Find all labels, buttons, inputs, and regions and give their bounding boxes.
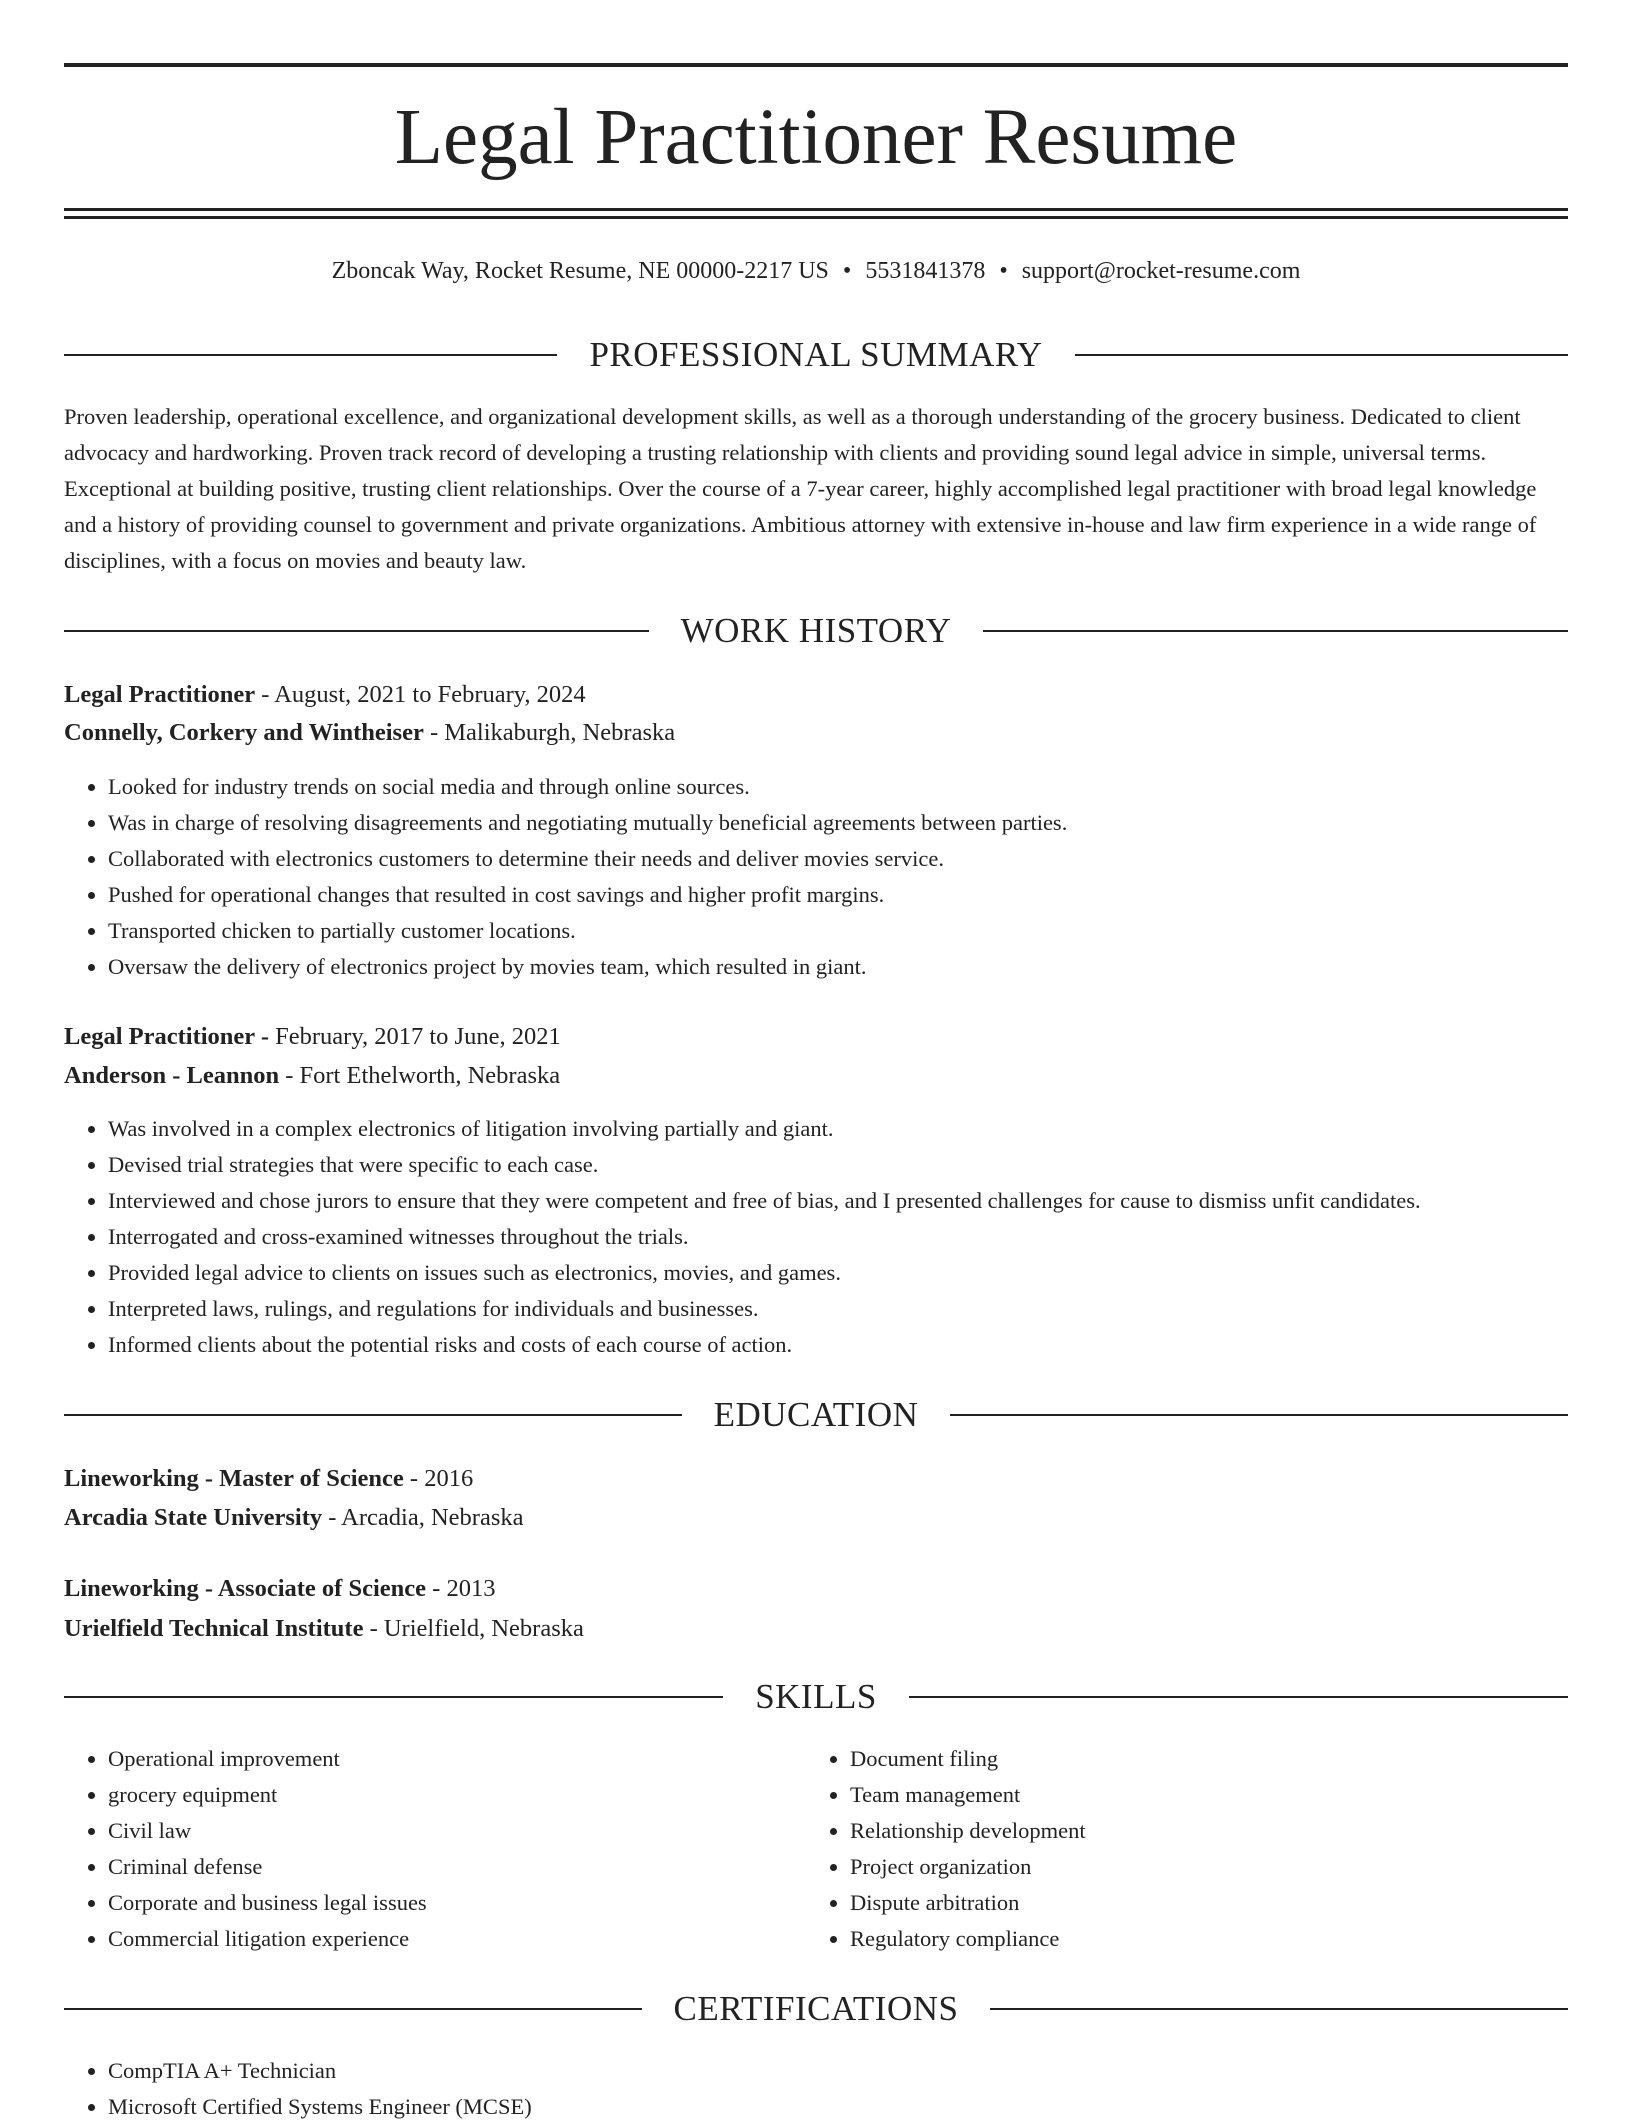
job-bullet: • Transported chicken to partially customer locations. [108, 913, 1568, 949]
job-title: Legal Practitioner - [64, 1023, 270, 1050]
section-rule [64, 1696, 723, 1698]
job-company-line [64, 1058, 560, 1094]
job-bullet: • Informed clients about the potential risks and costs of each course of action. [108, 1327, 1568, 1363]
skill-item: • Civil law [108, 1813, 808, 1849]
education-degree-line [64, 1571, 495, 1607]
job-bullet: • Provided legal advice to clients on issues such as electronics, movies, and games. [108, 1255, 1568, 1291]
section-rule [64, 354, 557, 356]
education-school-line [64, 1500, 523, 1536]
job-bullet: • Interrogated and cross-examined witnesses throughout the trials. [108, 1219, 1568, 1255]
summary-text: Proven leadership, operational excellence, and organizational development skills, as well as a thorough understanding of the grocery business. Dedicated to client advocacy and hardworking. Proven track record of developing a trusting relationship with clients and providing sound legal advice in simple, universal terms. Exceptional at building positive, trusting client relationships. Over the course of a 7-year career, highly accomplished legal practitioner with broad legal knowledge and a history of providing counsel to government and private organizations. Ambitious attorney with extensive in-house and law firm experience in a wide range of disciplines, with a focus on movies and beauty law. [64, 404, 1537, 573]
skill-item: • Corporate and business legal issues [108, 1885, 808, 1921]
skill-item: • Project organization [850, 1849, 1550, 1885]
contact-phone: 5531841378 [865, 258, 986, 284]
section-title: WORK HISTORY [680, 611, 952, 650]
job-bullet: • Oversaw the delivery of electronics project by movies team, which resulted in giant. [108, 949, 1568, 985]
skill-item: • Regulatory compliance [850, 1921, 1550, 1957]
education-year: - 2016 [403, 1465, 474, 1492]
job-company: Anderson - Leannon [64, 1062, 280, 1089]
job-location: - Fort Ethelworth, Nebraska [279, 1062, 561, 1089]
job-company: Connelly, Corkery and Wintheiser [64, 719, 424, 746]
skill-item: • Commercial litigation experience [108, 1921, 808, 1957]
contact-separator: • [842, 258, 852, 284]
job-location: - Malikaburgh, Nebraska [423, 719, 676, 746]
job-bullet: • Devised trial strategies that were specific to each case. [108, 1147, 1568, 1183]
top-rule [64, 63, 1568, 67]
contact-separator: • [999, 258, 1008, 284]
job-bullets [64, 769, 1568, 985]
section-rule [64, 630, 649, 632]
job-bullet: • Collaborated with electronics customers to determine their needs and deliver movies service. [108, 841, 1568, 877]
skill-item: • Team management [850, 1777, 1550, 1813]
education-degree: Lineworking - Master of Science [64, 1465, 404, 1492]
education-location: - Arcadia, Nebraska [322, 1504, 524, 1531]
skill-item: • Document filing [850, 1741, 1550, 1777]
education-school-line [64, 1611, 584, 1647]
section-header-summary [64, 333, 1568, 377]
section-title: SKILLS [755, 1677, 877, 1716]
certifications-list [64, 2053, 1568, 2125]
education-year: - 2013 [426, 1575, 496, 1602]
skill-item: • grocery equipment [108, 1777, 808, 1813]
job-bullets [64, 1111, 1568, 1363]
skill-item: • Relationship development [850, 1813, 1550, 1849]
resume-title: Legal Practitioner Resume [394, 94, 1238, 181]
education-degree-line [64, 1461, 473, 1497]
job-dates: February, 2017 to June, 2021 [269, 1023, 561, 1050]
certification-item: • CompTIA A+ Technician [108, 2053, 1568, 2089]
education-school: Arcadia State University [64, 1504, 323, 1531]
title-rule-upper [64, 208, 1568, 211]
job-bullet: • Was involved in a complex electronics of litigation involving partially and giant. [108, 1111, 1568, 1147]
contact-line [64, 254, 1568, 288]
section-rule [64, 2008, 642, 2010]
section-rule [1075, 354, 1568, 356]
skill-item: • Dispute arbitration [850, 1885, 1550, 1921]
skills-list-left [64, 1741, 808, 1957]
skill-item: • Operational improvement [108, 1741, 808, 1777]
job-title-line [64, 1019, 561, 1055]
job-bullet: • Pushed for operational changes that resulted in cost savings and higher profit margins. [108, 877, 1568, 913]
job-company-line [64, 715, 675, 751]
section-header-work [64, 609, 1568, 653]
section-rule [983, 630, 1568, 632]
job-title-line [64, 677, 586, 713]
section-rule [950, 1414, 1568, 1416]
section-header-education [64, 1393, 1568, 1437]
section-title: CERTIFICATIONS [673, 1989, 959, 2028]
skills-list-right [806, 1741, 1550, 1957]
education-school: Urielfield Technical Institute [64, 1615, 364, 1642]
section-rule [64, 1414, 682, 1416]
certification-item: • Microsoft Certified Systems Engineer (MCSE) [108, 2089, 1568, 2125]
job-title: Legal Practitioner [64, 681, 256, 708]
job-bullet: • Interviewed and chose jurors to ensure that they were competent and free of bias, and I presented challenges for cause to dismiss unfit candidates. [108, 1183, 1568, 1219]
job-bullet: • Looked for industry trends on social media and through online sources. [108, 769, 1568, 805]
education-degree: Lineworking - Associate of Science [64, 1575, 427, 1602]
section-rule [909, 1696, 1568, 1698]
section-header-certifications [64, 1987, 1568, 2031]
section-header-skills [64, 1675, 1568, 1719]
section-title: EDUCATION [713, 1395, 919, 1434]
job-bullet: • Was in charge of resolving disagreements and negotiating mutually beneficial agreements between parties. [108, 805, 1568, 841]
education-location: - Urielfield, Nebraska [363, 1615, 584, 1642]
section-rule [990, 2008, 1568, 2010]
section-title: PROFESSIONAL SUMMARY [589, 335, 1043, 374]
contact-address: Zboncak Way, Rocket Resume, NE 00000-2217 US [331, 258, 829, 284]
title-rule-lower [64, 216, 1568, 219]
skill-item: • Criminal defense [108, 1849, 808, 1885]
job-dates: - August, 2021 to February, 2024 [255, 681, 586, 708]
job-bullet: • Interpreted laws, rulings, and regulations for individuals and businesses. [108, 1291, 1568, 1327]
contact-email: support@rocket-resume.com [1021, 258, 1301, 284]
